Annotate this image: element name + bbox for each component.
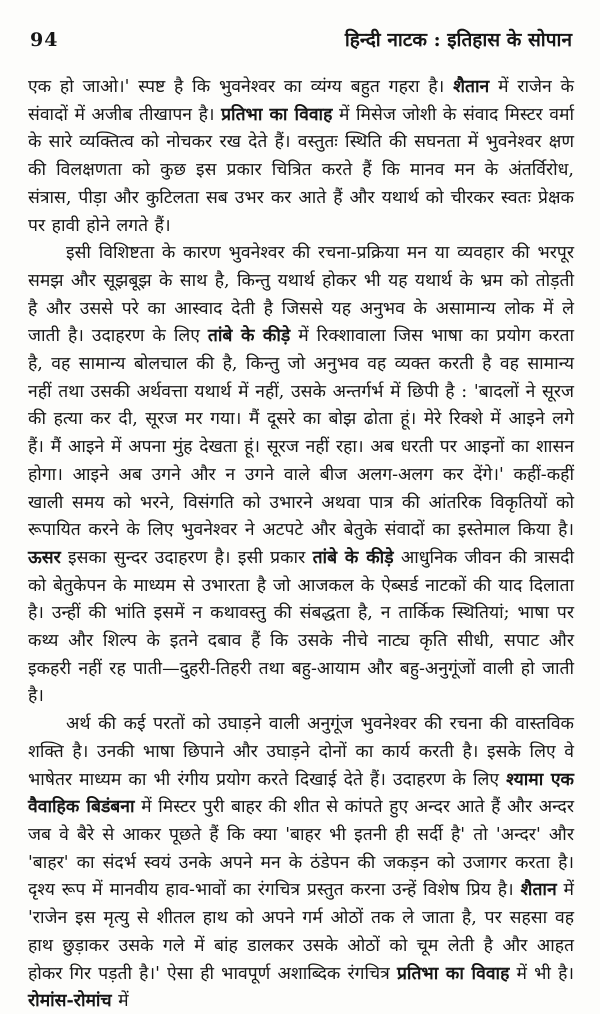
emphasized-title-text: रोमांस-रोमांच xyxy=(28,991,112,1012)
page-number: 94 xyxy=(30,29,59,51)
body-run: अर्थ की कई परतों को उघाड़ने वाली अनुगूंज भुवनेश्वर की रचना की वास्तविक शक्ति है। उनकी भाषा छिपाने और उघाड़ने दोनों का कार्य करती है। इसके लिए वे भाषेतर माध्यम का भी रंगीय प्रयोग करते दिखाई देते हैं। उदाहरण के लिए xyxy=(28,714,574,790)
body-run: में भी है। xyxy=(509,963,574,984)
emphasized-title-text: प्रतिभा का विवाह xyxy=(396,963,510,984)
paragraph xyxy=(28,74,574,240)
body-run: में 'राजेन इस मृत्यु से शीतल हाथ को अपने गर्म ओठों तक ले जाता है, पर सहसा वह हाथ छुड़ाकर उसके गले में बांह डालकर उसके ओठों को चूम लेती है और आहत होकर गिर पड़ती है।' ऐसा ही भावपूर्ण अशाब्दिक रंगचित्र xyxy=(28,880,574,984)
body-run: में xyxy=(111,991,129,1012)
body-run: में रिक्शावाला जिस भाषा का प्रयोग करता है, वह सामान्य बोलचाल की है, किन्तु जो अनुभव वह व्यक्त करती है वह सामान्य नहीं तथा उसकी अर्थवत्ता यथार्थ में नहीं, उसके अन्तर्गर्भ में छिपी है : 'बादलों ने सूरज की हत्या कर दी, सूरज मर गया। मैं दूसरे का बोझ ढोता हूं। मेरे रिक्शे में आइने लगे हैं। मैं आइने में अपना मुंह देखता हूं। सूरज नहीं रहा। अब धरती पर आइनों का शासन होगा। आइने अब उगने और न उगने वाले बीज अलग-अलग कर देंगे।' कहीं-कहीं खाली समय को भरने, विसंगति को उभारने अथवा पात्र की आंतरिक विकृतियों को रूपायित करने के लिए भुवनेश्वर ने अटपटे और बेतुके संवादों का इस्तेमाल किया है। xyxy=(28,326,574,541)
running-header-title: हिन्दी नाटक : इतिहास के सोपान xyxy=(344,29,572,51)
body-text xyxy=(28,74,574,1014)
body-run: इसी विशिष्टता के कारण भुवनेश्वर की रचना-प्रक्रिया मन या व्यवहार की भरपूर समझ और सूझबूझ के साथ है, किन्तु यथार्थ होकर भी यह यथार्थ के भ्रम को तोड़ती है और उससे परे का आस्वाद देती है जिससे यह अनुभव के असामान्य लोक में ले जाती है। उदाहरण के लिए xyxy=(28,243,574,347)
body-run: में मिसेज जोशी के संवाद मिस्टर वर्मा के सारे व्यक्तित्व को नोचकर रख देते हैं। वस्तुतः स्थिति की सघनता में भुवनेश्वर क्षण की विलक्षणता को कुछ इस प्रकार चित्रित करते हैं कि मानव मन के अंतर्विरोध, संत्रास, पीड़ा और कुटिलता सब उभर कर आते हैं और यथार्थ को चीरकर स्वतः प्रेक्षक पर हावी होने लगते हैं। xyxy=(28,104,574,236)
emphasized-title-text: ऊसर xyxy=(28,547,61,568)
emphasized-title-text: श्यामा एक वैवाहिक बिडंबना xyxy=(28,769,575,818)
body-run: में मिस्टर पुरी बाहर की शीत से कांपते हुए अन्दर आते हैं और अन्दर जब वे बैरे से आकर पूछते हैं कि क्या 'बाहर भी इतनी ही सर्दी है' तो 'अन्दर' और 'बाहर' का संदर्भ स्वयं उनके अपने मन के ठंडेपन की जकड़न को उजागर करता है। दृश्य रूप में मानवीय हाव-भावों का रंगचित्र प्रस्तुत करना उन्हें विशेष प्रिय है। xyxy=(28,797,574,901)
body-run: आधुनिक जीवन की त्रासदी को बेतुकेपन के माध्यम से उभारता है जो आजकल के ऐब्सर्ड नाटकों की याद दिलाता है। उन्हीं की भांति इसमें न कथावस्तु की संबद्धता है, न तार्किक स्थितियां; भाषा पर कथ्य और शिल्प के इतने दबाव हैं कि उसके नीचे नाट्य कृति सीधी, सपाट और इकहरी नहीं रह पाती—दुहरी-तिहरी तथा बहु-आयाम और बहु-अनुगूंजों वाली हो जाती है। xyxy=(28,547,574,707)
emphasized-title-text: शैतान xyxy=(453,77,490,97)
body-run: इसका सुन्दर उदाहरण है। इसी प्रकार xyxy=(60,547,313,568)
emphasized-title-text: तांबे के कीड़े xyxy=(207,326,291,347)
body-run: में राजेन के संवादों में अजीब तीखापन है। xyxy=(28,77,574,125)
paragraph xyxy=(28,711,574,1014)
body-run: एक हो जाओ।' स्पष्ट है कि भुवनेश्वर का व्यंग्य बहुत गहरा है। xyxy=(28,77,454,97)
page-header xyxy=(28,26,574,52)
paragraph xyxy=(28,240,574,711)
emphasized-title-text: शैतान xyxy=(520,880,557,901)
emphasized-title-text: प्रतिभा का विवाह xyxy=(221,104,333,125)
emphasized-title-text: तांबे के कीड़े xyxy=(312,547,394,568)
